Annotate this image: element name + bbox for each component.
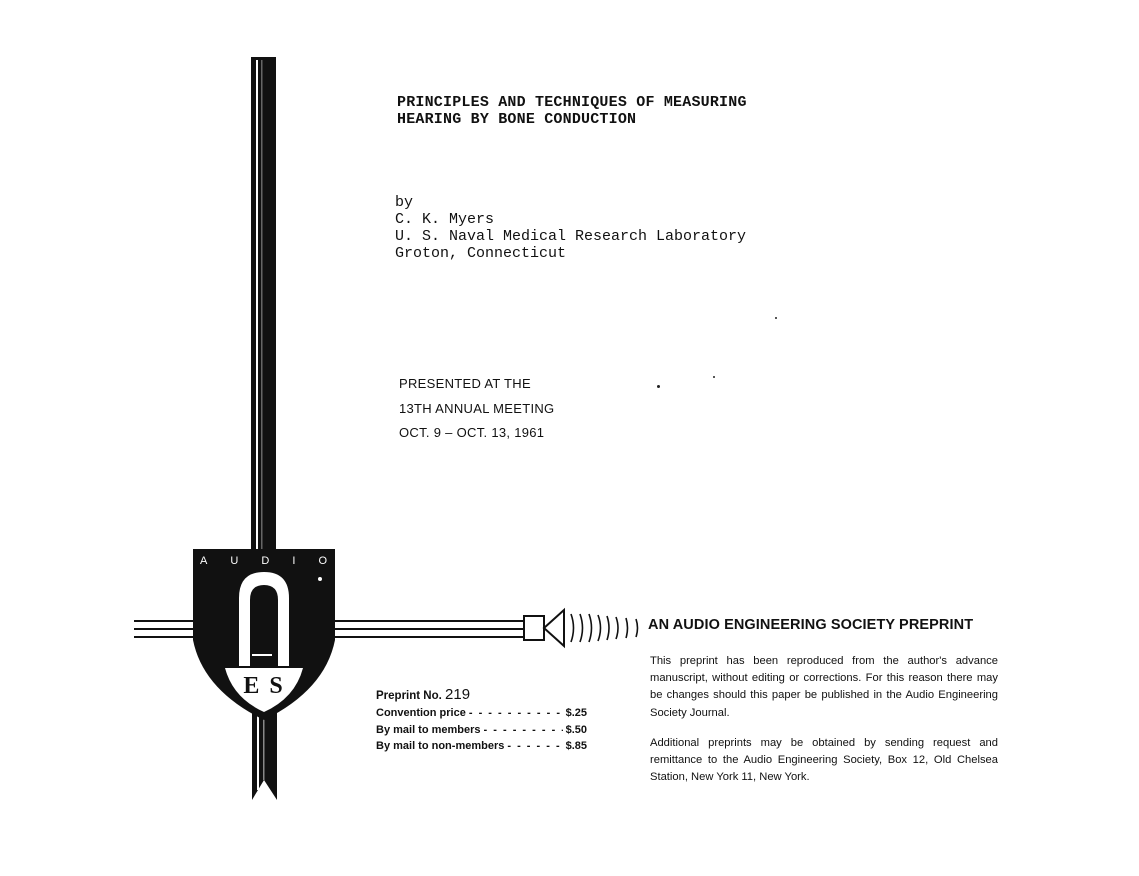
logo-letter-u: U xyxy=(230,555,240,567)
logo-letter-o: O xyxy=(318,555,328,567)
author-organization: U. S. Naval Medical Research Laboratory xyxy=(395,228,747,245)
price-value: $.25 xyxy=(565,707,587,719)
price-leader xyxy=(507,740,562,752)
price-row xyxy=(376,724,587,741)
price-label: By mail to members xyxy=(376,723,481,736)
price-row xyxy=(376,707,587,724)
scan-speck xyxy=(657,385,660,388)
author-name: C. K. Myers xyxy=(395,211,495,228)
author-location: Groton, Connecticut xyxy=(395,245,567,262)
sound-waves xyxy=(571,614,638,642)
logo-letter-d: D xyxy=(261,555,271,567)
preprint-number-line xyxy=(376,686,587,703)
scan-speck xyxy=(775,317,777,319)
presented-block xyxy=(399,372,554,446)
price-label: Convention price xyxy=(376,707,466,719)
price-value: $.50 xyxy=(565,723,587,736)
pricing-block xyxy=(376,686,587,757)
presented-line-3: OCT. 9 – OCT. 13, 1961 xyxy=(399,425,545,440)
paper-title xyxy=(397,94,747,128)
presented-line-2: 13TH ANNUAL MEETING xyxy=(399,400,555,416)
logo-letter-i: I xyxy=(292,555,297,567)
preprint-heading: AN AUDIO ENGINEERING SOCIETY PREPRINT xyxy=(648,617,974,633)
scan-speck xyxy=(713,376,715,378)
speaker-horn xyxy=(524,610,564,646)
vertical-pole xyxy=(251,57,276,557)
notice-paragraph-1: This preprint has been reproduced from the author's advance manuscript, without editing or corrections. For this reason there may be changes should this paper be published in the Audio Engineering Society Journal. xyxy=(650,655,998,719)
author-block xyxy=(395,194,746,262)
price-leader xyxy=(484,724,563,736)
title-line-2: HEARING BY BONE CONDUCTION xyxy=(397,111,637,128)
notice-paragraph-2: Additional preprints may be obtained by sending request and remittance to the Audio Engineering Society, Box 12, Old Chelsea Station, New York 11, New York. xyxy=(650,736,998,784)
title-line-1: PRINCIPLES AND TECHNIQUES OF MEASURING xyxy=(397,94,747,111)
price-label: By mail to non-members xyxy=(376,740,505,752)
presented-line-1: PRESENTED AT THE xyxy=(399,376,531,391)
author-by: by xyxy=(395,194,414,211)
logo-letter-a: A xyxy=(200,555,209,567)
preprint-number-label: Preprint No. xyxy=(376,690,442,702)
horizontal-pole-right xyxy=(326,620,526,638)
preprint-number: 219 xyxy=(445,686,471,703)
preprint-notice xyxy=(650,653,998,799)
logo-bottom-letters: E S xyxy=(243,673,285,699)
price-row xyxy=(376,740,587,757)
price-value: $.85 xyxy=(565,740,587,752)
price-leader xyxy=(469,707,563,719)
logo-top-letters xyxy=(200,555,328,567)
